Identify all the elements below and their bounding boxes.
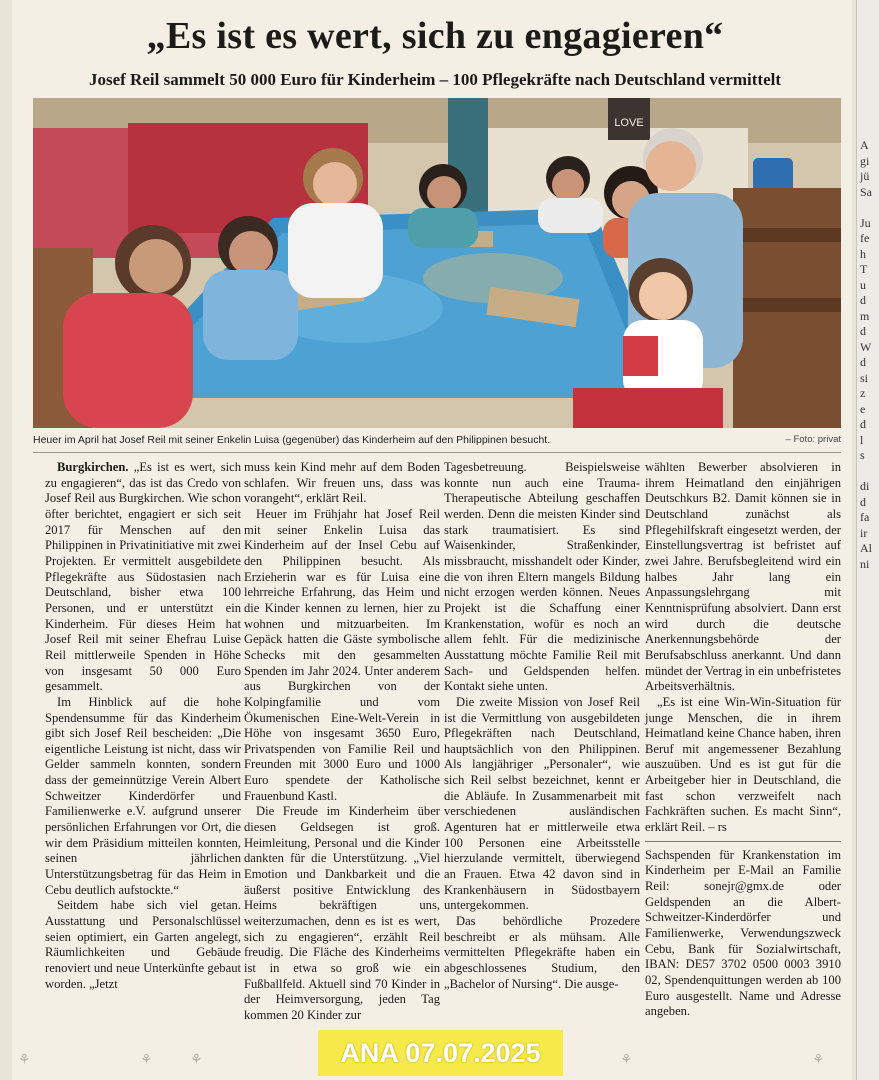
dateline: Burgkirchen. (57, 460, 129, 474)
paragraph: wählten Bewerber absolvieren in ihrem Heimatland den einjährigen Deutschkurs B2. Damit können sie in Deutschland zunächst als Pflegehilfskraft eingesetzt werden, der Einstellungsvertrag ist befristet auf zwei Jahre. Berufsbegleitend wird ein halbes Jahr lang ein Anpassungslehrgang mit Kenntnisprüfung absolviert. Dann erst wird durch die deutsche Anerkennungsbehörde der Berufsabschluss anerkannt. Und dann mündet der Vertrag in ein unbefristetes Arbeitsverhältnis. (645, 460, 841, 694)
adjacent-text-fragment: e (860, 401, 866, 416)
photo-caption (33, 434, 841, 446)
adjacent-text-fragment: d (860, 417, 866, 431)
adjacent-text-fragment: z (860, 386, 866, 400)
headline: „Es ist es wert, sich zu engagieren“ (146, 15, 724, 57)
adjacent-text-fragment: W (860, 339, 872, 354)
paragraph: Burgkirchen. „Es ist es wert, sich zu engagieren“, das ist das Credo von Josef Reil aus Burgkirchen. Wie schon öfter berichtet, engagiert er sich seit 2017 für Menschen auf den Philippinen in Privatinitiative mit zwei Projekten. Er vermittelt ausgebildete Pflegekräfte aus Südostasien nach Deutschland, bisher etwa 100 Personen, und er unterstützt ein Kinderheim. Für dieses Heim hat Josef Reil mit seiner Ehefrau Luise Reil mittlerweile Spenden in Höhe von insgesamt 50 000 Euro gesammelt. (45, 460, 242, 694)
paragraph: Seitdem habe sich viel getan. Ausstattung und Personalschlüssel seien optimiert, ein Garten angelegt, Räumlichkeiten und Gebäude renoviert und neue Unterkünfte gebaut worden. „Jetzt (45, 898, 241, 991)
paragraph: Die Freude im Kinderheim über diesen Geldsegen ist groß. Heimleitung, Personal und die Kinder dankten für die Unterstützung. „Viel Emotion und Dankbarkeit und die äußerst positive Entwicklung des Heims bekräftigen uns, weiterzumachen, denn es ist es wert, sich zu engagieren“, erzählt Reil freudig. Die Fläche des Kinderheims ist in etwa so groß wie ein Fußballfeld. Aktuell sind 70 Kinder in der Heimversorgung, jeden Tag kommen 20 Kinder zur (244, 804, 440, 1022)
donation-note: Sachspenden für Krankenstation im Kinderheim per E-Mail an Familie Reil: sonejr@gmx.de oder Geldspenden an die Albert-Schweitzer-Kinderdörfer und Familienwerke, Verwendungszweck Cebu, Bank für Sozialwirtschaft, IBAN: DE57 3702 0500 0003 3910 02, Spendenquittungen werden ab 100 Euro ausgestellt. Name und Adresse angeben. (645, 847, 841, 1019)
article-column-2 (244, 460, 440, 1024)
adjacent-text-fragment: gi (860, 153, 870, 168)
adjacent-text-fragment: s (860, 448, 865, 462)
article-column-3 (444, 460, 640, 992)
adjacent-text-fragment: h (860, 246, 866, 261)
adjacent-text-fragment: Ju (860, 215, 871, 230)
ornament-icon: ⚘ (18, 1053, 31, 1068)
adjacent-text-fragment: ir (860, 525, 868, 540)
ornament-icon: ⚘ (812, 1053, 825, 1068)
adjacent-text-fragment (857, 464, 879, 480)
adjacent-text-fragment: A (860, 138, 869, 152)
adjacent-text-fragment: fe (860, 231, 870, 245)
adjacent-text-fragment: di (860, 479, 870, 493)
paragraph: Heuer im Frühjahr hat Josef Reil mit seiner Enkelin Luisa das Kinderheim auf der Insel Cebu auf den Philippinen besucht. Als Erzieherin war es für Luisa eine lehrreiche Erfahrung, das Heim und die Kinder kennen zu lernen, hier zu wohnen und mitzuarbeiten. Im Gepäck hatten die Gäste symbolische Schecks mit den gesammelten Spenden im Jahr 2024. Unter anderem aus Burgkirchen von der Kolpingfamilie und vom Ökumenischen Eine-Welt-Verein in Höhe von insgesamt 3650 Euro, Privatspenden von Familie Reil und Freunden mit 3000 Euro und 1000 Euro spendete der Katholische Frauenbund Kastl. (244, 506, 440, 803)
paragraph: Die zweite Mission von Josef Reil ist die Vermittlung von ausgebildeten Pflegekräften nach Deutschland, hauptsächlich von den Philippinen. Als langjähriger „Personaler“, wie sich Reil selbst bezeichnet, kennt er die Abläufe. In Zusammenarbeit mit verschiedenen ausländischen Agenturen hat er mittlerweile etwa 100 Personen eine Arbeitsstelle hierzulande vermittelt, überwiegend an Frauen. Etwa 42 davon sind in Krankenhäusern in Südostbayern untergekommen. (444, 694, 640, 913)
adjacent-text-fragment: d (860, 324, 866, 338)
adjacent-text-fragment: fa (860, 510, 870, 524)
adjacent-text-fragment: si (860, 370, 869, 385)
paragraph: Das behördliche Prozedere beschreibt er als mühsam. Alle vermittelten Pflegekräfte haben ein abgeschlossenes Studium, den „Bachelor of Nursing“. Die ausge- (444, 914, 640, 991)
article-photo (33, 98, 841, 428)
photo-credit: – Foto: privat (785, 434, 841, 445)
paragraph: Tagesbetreuung. Beispielsweise konnte nun auch eine Trauma-Therapeutische Abteilung geschaffen werden. Denn die meisten Kinder sind stark traumatisiert. Es sind Waisenkinder, Straßenkinder, missbraucht, misshandelt oder Kinder, die von ihren Eltern mangels Bildung nicht erzogen werden können. Neues Projekt ist die Schaffung einer Krankenstation, wofür es noch an allem fehlt. Für die medizinische Ausstattung möchte Familie Reil mit Sach- und Geldspenden helfen. Kontakt siehe unten. (444, 460, 640, 694)
adjacent-text-fragment: T (860, 262, 868, 276)
article-column-4 (645, 460, 841, 1020)
donation-divider (645, 841, 841, 842)
adjacent-article-strip (856, 0, 879, 1080)
adjacent-text-fragment: l (860, 432, 864, 447)
adjacent-text-fragment: m (860, 308, 870, 323)
subheadline: Josef Reil sammelt 50 000 Euro für Kinderheim – 100 Pflegekräfte nach Deutschland vermittelt (88, 70, 782, 89)
date-stamp: ANA 07.07.2025 (318, 1030, 563, 1076)
paragraph: „Es ist eine Win-Win-Situation für junge Menschen, die in ihrem Heimatland keine Chance haben, ihren Beruf mit angemessener Bezahlung auszuüben. Und es ist gut für die Arbeitgeber hier in Deutschland, die fast schon verzweifelt nach Fachkräften suchen. Es macht Sinn“, erklärt Reil. – rs (645, 694, 841, 835)
adjacent-text-fragment: d (860, 494, 866, 509)
photo-sign-text: LOVE (614, 117, 644, 129)
adjacent-text-fragment: d (860, 293, 866, 307)
ornament-icon: ⚘ (140, 1053, 153, 1068)
photo-illustration (33, 98, 841, 428)
adjacent-text-fragment (857, 200, 879, 216)
adjacent-text-fragment: ni (860, 556, 870, 571)
paragraph: Im Hinblick auf die hohe Spendensumme für das Kinderheim gibt sich Josef Reil bescheiden: „Die eigentliche Leistung ist nicht, dass wir Gelder sammeln konnten, sondern dass der gemeinnützige Verein Albert Schweitzer Kinderdörfer und Familienwerke e.V. aufgrund unserer persönlichen Erfahrungen vor Ort, die wir dem Präsidium mitteilen konnten, seinen jährlichen Unterstützungsbetrag für das Heim in Cebu deutlich aufstockte.“ (45, 694, 241, 897)
adjacent-text-fragment: d (860, 355, 866, 369)
ornament-icon: ⚘ (620, 1053, 633, 1068)
adjacent-text-fragment: Al (860, 541, 872, 555)
adjacent-text-fragment: u (860, 277, 866, 292)
caption-text: Heuer im April hat Josef Reil mit seiner Enkelin Luisa (gegenüber) das Kinderheim auf den Philippinen besucht. (33, 434, 551, 446)
caption-divider (33, 452, 841, 453)
ornament-icon: ⚘ (190, 1053, 203, 1068)
adjacent-text-fragment: Sa (860, 184, 872, 199)
article-column-1 (45, 460, 241, 992)
paragraph: muss kein Kind mehr auf dem Boden schlafen. Wir freuen uns, dass was vorangeht“, erklärt Reil. (244, 460, 440, 506)
adjacent-text-fragment: jü (860, 169, 870, 183)
